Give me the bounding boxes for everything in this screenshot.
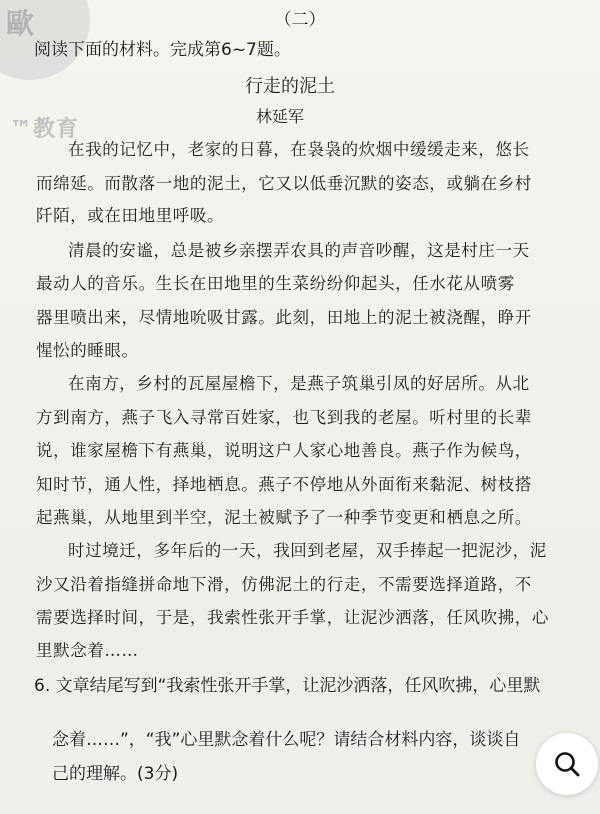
article-line: 沙又沿着指缝拼命地下滑，仿佛泥土的行走，不需要选择道路，不 — [36, 575, 532, 594]
article-line: 在我的记忆中，老家的日暮，在袅袅的炊烟中缓缓走来，悠长 — [68, 140, 530, 159]
article-line: 在南方，乡村的瓦屋屋檐下，是燕子筑巢引凤的好居所。从北 — [68, 374, 530, 393]
article-line: 里默念着…… — [36, 641, 139, 660]
article-line: 起燕巢，从地里到半空，泥土被赋予了一种季节变更和栖息之所。 — [36, 508, 532, 527]
question-line: 己的理解。(3分) — [52, 764, 179, 784]
article-author: 林延军 — [255, 107, 304, 126]
article-line: 而绵延。而散落一地的泥土，它又以低垂沉默的姿态，或躺在乡村 — [36, 174, 532, 193]
watermark-brand-bottom: ™教育 — [10, 117, 80, 142]
article-line: 最动人的音乐。生长在田地里的生菜纷纷仰起头，任水花从喷雾 — [36, 274, 515, 293]
question-line: 6. 文章结尾写到“我索性张开手掌，让泥沙洒落，任风吹拂，心里默 — [34, 676, 541, 696]
lower-panel — [0, 700, 600, 814]
section-title: （二） — [274, 10, 326, 30]
article-line: 清晨的安谧，总是被乡亲摆弄农具的声音吵醒，这是村庄一天 — [68, 241, 530, 260]
article-line: 说，谁家屋檐下有燕巢，说明这户人家心地善良。燕子作为候鸟， — [36, 441, 532, 460]
question-line: 念着……”，“我”心里默念着什么呢？请结合材料内容，谈谈自 — [52, 730, 521, 750]
watermark-brand-top: 歐 — [6, 7, 37, 40]
search-button[interactable] — [536, 733, 598, 795]
article-line: 惺忪的睡眼。 — [36, 341, 139, 360]
article-line: 阡陌，或在田地里呼吸。 — [36, 206, 225, 225]
article-line: 知时节，通人性，择地栖息。燕子不停地从外面衔来黏泥、树枝搭 — [36, 475, 532, 494]
article-line: 需要选择时间，于是，我索性张开手掌，让泥沙洒落，任风吹拂，心 — [36, 608, 549, 627]
article-line: 时过境迁，多年后的一天，我回到老屋，双手捧起一把泥沙，泥 — [68, 541, 547, 560]
article-line: 器里喷出来，尽情地吮吸甘露。此刻，田地上的泥土被浇醒，睁开 — [36, 308, 532, 327]
article-title: 行走的泥土 — [245, 76, 335, 97]
article-line: 方到南方，燕子飞入寻常百姓家，也飞到我的老屋。听村里的长辈 — [36, 408, 532, 427]
search-icon — [552, 749, 582, 779]
reading-instruction: 阅读下面的材料。完成第6~7题。 — [34, 40, 291, 60]
